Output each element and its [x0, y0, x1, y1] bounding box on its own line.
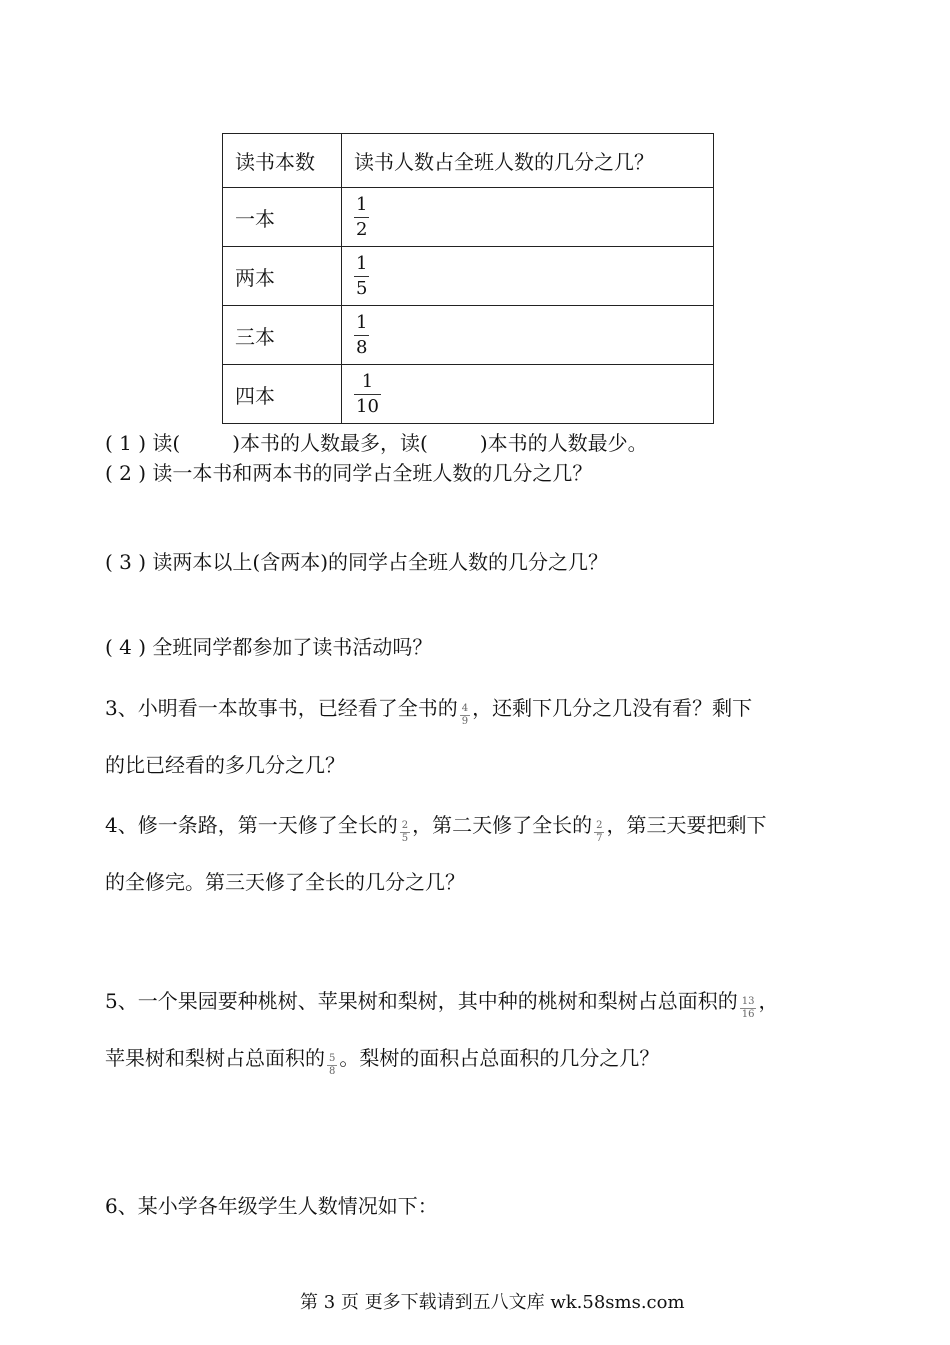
table-cell-fraction: [342, 188, 714, 247]
fraction-denominator: 10: [356, 395, 379, 417]
table-cell-fraction: [342, 306, 714, 365]
fraction: [740, 996, 757, 1021]
fraction-numerator: 4: [461, 703, 469, 714]
problem-3-line-1: [105, 692, 753, 727]
fraction: [327, 1053, 337, 1078]
fraction-denominator: 8: [356, 336, 368, 358]
problem-4-line-2: 的全修完。第三天修了全长的几分之几？: [105, 870, 465, 894]
question-3: [105, 546, 608, 575]
question-2: [105, 457, 592, 486]
fraction-denominator: 5: [401, 833, 409, 844]
problem-5-line-1: [105, 985, 779, 1020]
problem-5-text-c: 苹果树和梨树占总面积的: [105, 1046, 325, 1070]
fraction-numerator: 1: [356, 311, 368, 333]
problem-3-line-2: 的比已经看的多几分之几？: [105, 753, 345, 777]
fraction-numerator: 5: [329, 1053, 336, 1064]
table-row: [223, 188, 714, 247]
problem-4-line-1: [105, 809, 767, 844]
problem-5-text-d: 。梨树的面积占总面积的几分之几？: [339, 1046, 660, 1070]
question-1-text-a: 读(: [152, 431, 181, 455]
table-row: [223, 306, 714, 365]
table-row: [223, 247, 714, 306]
problem-5-text-a: 5、一个果园要种桃树、苹果树和梨树，其中种的桃树和梨树占总面积的: [105, 989, 738, 1013]
table-cell-fraction: [342, 247, 714, 306]
fraction-numerator: 1: [361, 370, 374, 392]
fraction-numerator: 2: [401, 820, 409, 831]
fraction: [354, 195, 369, 240]
table-header-books: 读书本数: [223, 134, 342, 188]
problem-4-text-b: ，第二天修了全长的: [412, 813, 593, 837]
table-cell-books: 四本: [223, 365, 342, 424]
table-row: [223, 365, 714, 424]
problem-6: 6、某小学各年级学生人数情况如下：: [105, 1194, 438, 1218]
fraction-numerator: 1: [356, 252, 368, 274]
fraction-numerator: 2: [596, 820, 603, 831]
problem-5-line-2: [105, 1042, 660, 1077]
table-cell-books: 一本: [223, 188, 342, 247]
fraction-numerator: 1: [356, 193, 368, 215]
question-1-text-b: )本书的人数最多，读(: [232, 431, 428, 455]
question-1: [105, 427, 648, 456]
fraction-denominator: 9: [461, 716, 469, 727]
table-cell-fraction: [342, 365, 714, 424]
problem-5-text-b: ，: [758, 989, 779, 1013]
question-1-label: ( 1 ): [105, 431, 147, 455]
question-2-label: ( 2 ): [105, 461, 147, 485]
question-4-text: 全班同学都参加了读书活动吗？: [152, 635, 433, 659]
question-1-text-c: )本书的人数最少。: [479, 431, 648, 455]
fraction: [354, 254, 369, 299]
fraction-denominator: 7: [596, 833, 603, 844]
table-header-row: [223, 134, 714, 188]
table-header-fraction: 读书人数占全班人数的几分之几？: [342, 134, 714, 188]
problem-4-text-a: 4、修一条路，第一天修了全长的: [105, 813, 398, 837]
question-4: [105, 631, 432, 660]
page-footer: 第 3 页 更多下载请到五八文库 wk.58sms.com: [300, 1292, 685, 1313]
reading-table: [222, 133, 714, 424]
problem-4-text-c: ，第三天要把剩下: [606, 813, 767, 837]
fraction: [594, 820, 604, 845]
fraction-numerator: 13: [741, 996, 755, 1007]
fraction: [400, 820, 410, 845]
fraction-denominator: 16: [741, 1009, 755, 1020]
question-4-label: ( 4 ): [105, 635, 147, 659]
table-cell-books: 三本: [223, 306, 342, 365]
fraction: [354, 372, 381, 417]
table-cell-books: 两本: [223, 247, 342, 306]
fraction-denominator: 5: [356, 277, 368, 299]
question-2-text: 读一本书和两本书的同学占全班人数的几分之几？: [152, 461, 593, 485]
problem-3-text-b: ，还剩下几分之几没有看？剩下: [472, 696, 753, 720]
question-3-label: ( 3 ): [105, 550, 147, 574]
fraction-denominator: 8: [329, 1066, 336, 1077]
problem-3-text-a: 3、小明看一本故事书，已经看了全书的: [105, 696, 458, 720]
fraction-denominator: 2: [356, 218, 368, 240]
question-3-text: 读两本以上(含两本)的同学占全班人数的几分之几？: [152, 550, 609, 574]
fraction: [354, 313, 369, 358]
fraction: [460, 703, 470, 728]
